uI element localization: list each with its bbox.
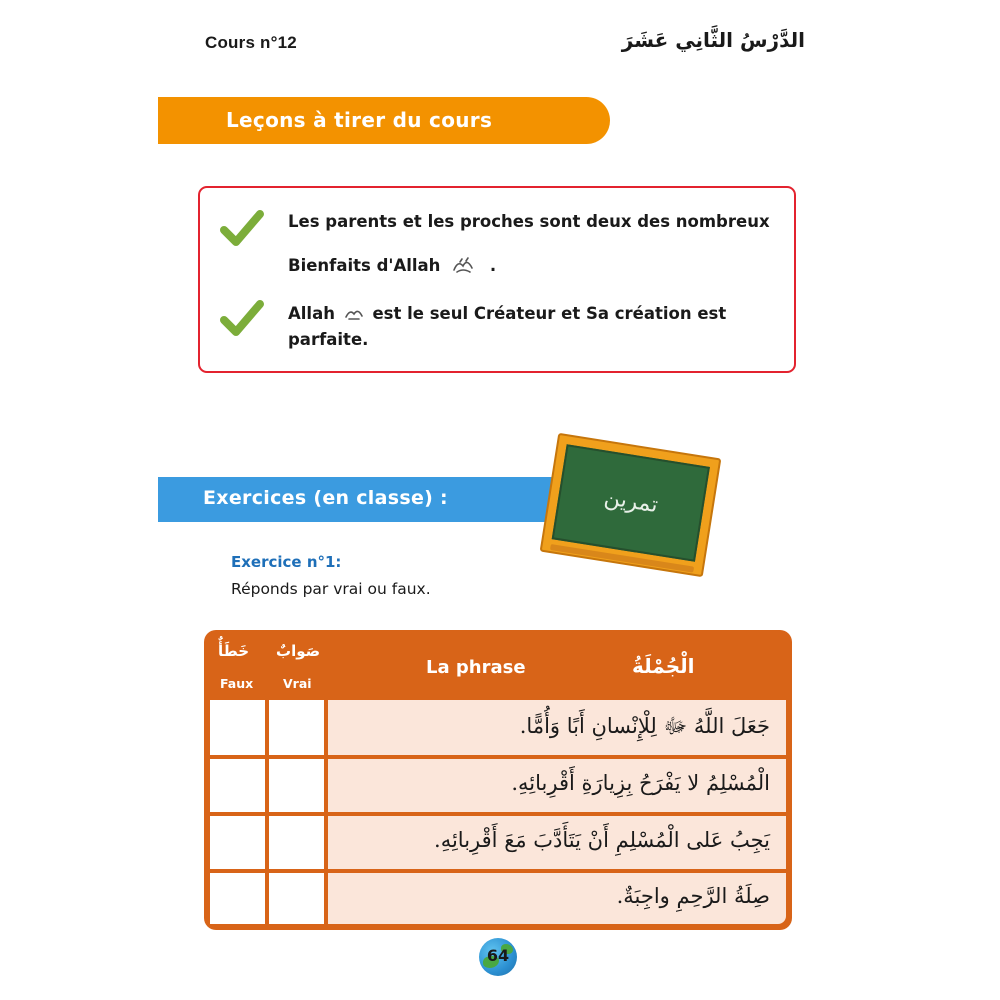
checkmark-icon [220, 206, 264, 250]
lesson-2-line-1-rest: est le seul Créateur et Sa création est [372, 304, 727, 323]
faux-checkbox[interactable] [210, 700, 265, 755]
faux-checkbox[interactable] [210, 816, 265, 869]
exercise-title: Exercice n°1: [231, 553, 342, 571]
table-row [328, 873, 786, 924]
phrase-text: جَعَلَ اللَّهُ ﷻ لِلْإِنْسانِ أَبًا وَأُمًّا. [519, 714, 770, 738]
vrai-checkbox[interactable] [269, 700, 324, 755]
phrase-text: الْمُسْلِمُ لا يَفْرَحُ بِزِيارَةِ أَقْرِبائِهِ. [511, 771, 770, 795]
exercise-instruction: Réponds par vrai ou faux. [231, 580, 431, 598]
lessons-box [198, 186, 796, 373]
lesson-1-line-2-end: . [489, 256, 497, 275]
course-title-arabic: الدَّرْسُ الثَّانِي عَشَرَ [621, 28, 805, 52]
header-faux: Faux [220, 676, 254, 691]
exercises-banner-title: Exercices (en classe) : [203, 487, 448, 509]
header-faux-arabic: خَطَأٌ [218, 642, 250, 660]
table-row [328, 816, 786, 869]
lesson-1-line-1: Les parents et les proches sont deux des nombreux [288, 212, 770, 231]
faux-checkbox[interactable] [210, 759, 265, 812]
lesson-2-line-1-start: Allah [288, 304, 335, 323]
honorific-glyph-icon [452, 256, 474, 274]
table-row [328, 759, 786, 812]
chalkboard-illustration [540, 433, 722, 577]
page-number: 64 [486, 946, 510, 965]
header-phrase-arabic: الْجُمْلَةُ [632, 654, 695, 678]
header-vrai-arabic: صَوابٌ [276, 642, 321, 660]
faux-checkbox[interactable] [210, 873, 265, 924]
chalkboard-text: تمرين [602, 484, 660, 519]
vrai-checkbox[interactable] [269, 759, 324, 812]
vrai-checkbox[interactable] [269, 873, 324, 924]
honorific-glyph-icon [343, 304, 365, 322]
table-row [328, 700, 786, 755]
true-false-table [204, 630, 792, 930]
phrase-text: يَجِبُ عَلى الْمُسْلِمِ أَنْ يَتَأَدَّبَ مَعَ أَقْرِبائِهِ. [434, 828, 770, 852]
exercises-banner [158, 477, 598, 522]
phrase-text: صِلَةُ الرَّحِمِ واجِبَةٌ. [616, 884, 770, 908]
lessons-banner [158, 97, 610, 144]
course-number: Cours n°12 [205, 33, 297, 52]
lesson-2-line-2: parfaite. [288, 330, 369, 349]
header-phrase: La phrase [426, 657, 526, 678]
lesson-2-line-1 [288, 301, 726, 323]
lesson-1-line-2 [288, 253, 496, 275]
vrai-checkbox[interactable] [269, 816, 324, 869]
header-vrai: Vrai [283, 676, 312, 691]
checkmark-icon [220, 296, 264, 340]
lesson-1-line-2-text: Bienfaits d'Allah [288, 256, 441, 275]
page-number-globe [479, 938, 517, 976]
lessons-banner-title: Leçons à tirer du cours [226, 108, 493, 132]
